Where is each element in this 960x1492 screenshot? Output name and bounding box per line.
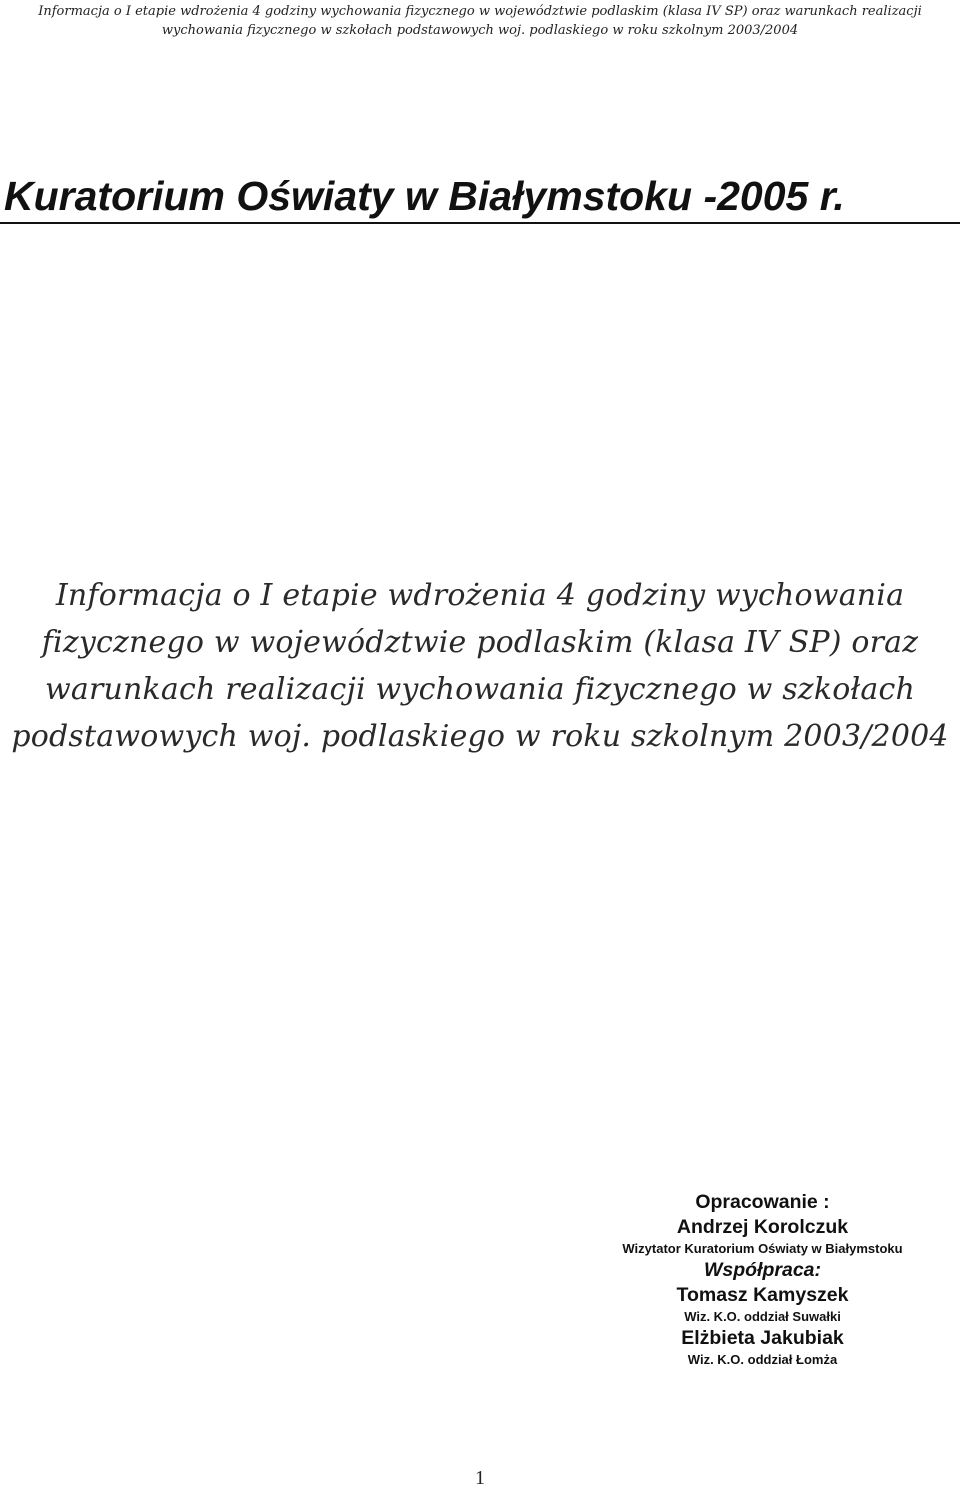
document-title-line: Informacja o I etapie wdrożenia 4 godziny wychowania [55,578,905,613]
collaborator-role: Wiz. K.O. oddział Łomża [687,1352,838,1367]
running-header: Informacja o I etapie wdrożenia 4 godziny wychowania fizycznego w województwie podlaskim (klasa IV SP) oraz warunkach realizacji wychowania fizycznego w szkołach podstawowych woj. podlaskiego w roku szkolnym 2003/2004 [38,4,922,38]
author-name: Andrzej Korolczuk [676,1216,849,1238]
document-title [0,572,960,760]
collaborator-role: Wiz. K.O. oddział Suwałki [684,1309,841,1324]
credits-block [560,1190,960,1369]
cooperation-label: Współpraca: [703,1259,822,1281]
collaborator-name: Elżbieta Jakubiak [681,1327,844,1349]
document-title-line: warunkach realizacji wychowania fizycznego w szkołach [44,672,915,707]
organization-title: Kuratorium Oświaty w Białymstoku -2005 r. [4,173,845,219]
document-title-line: fizycznego w województwie podlaskim (klasa IV SP) oraz [41,625,919,660]
collaborator-name: Tomasz Kamyszek [676,1284,849,1306]
author-role: Wizytator Kuratorium Oświaty w Białymstoku [622,1241,903,1256]
page-number: 1 [475,1467,485,1489]
title-divider [0,222,960,224]
document-title-line: podstawowych woj. podlaskiego w roku szkolnym 2003/2004 [11,719,949,754]
prepared-by-label: Opracowanie : [695,1191,830,1213]
